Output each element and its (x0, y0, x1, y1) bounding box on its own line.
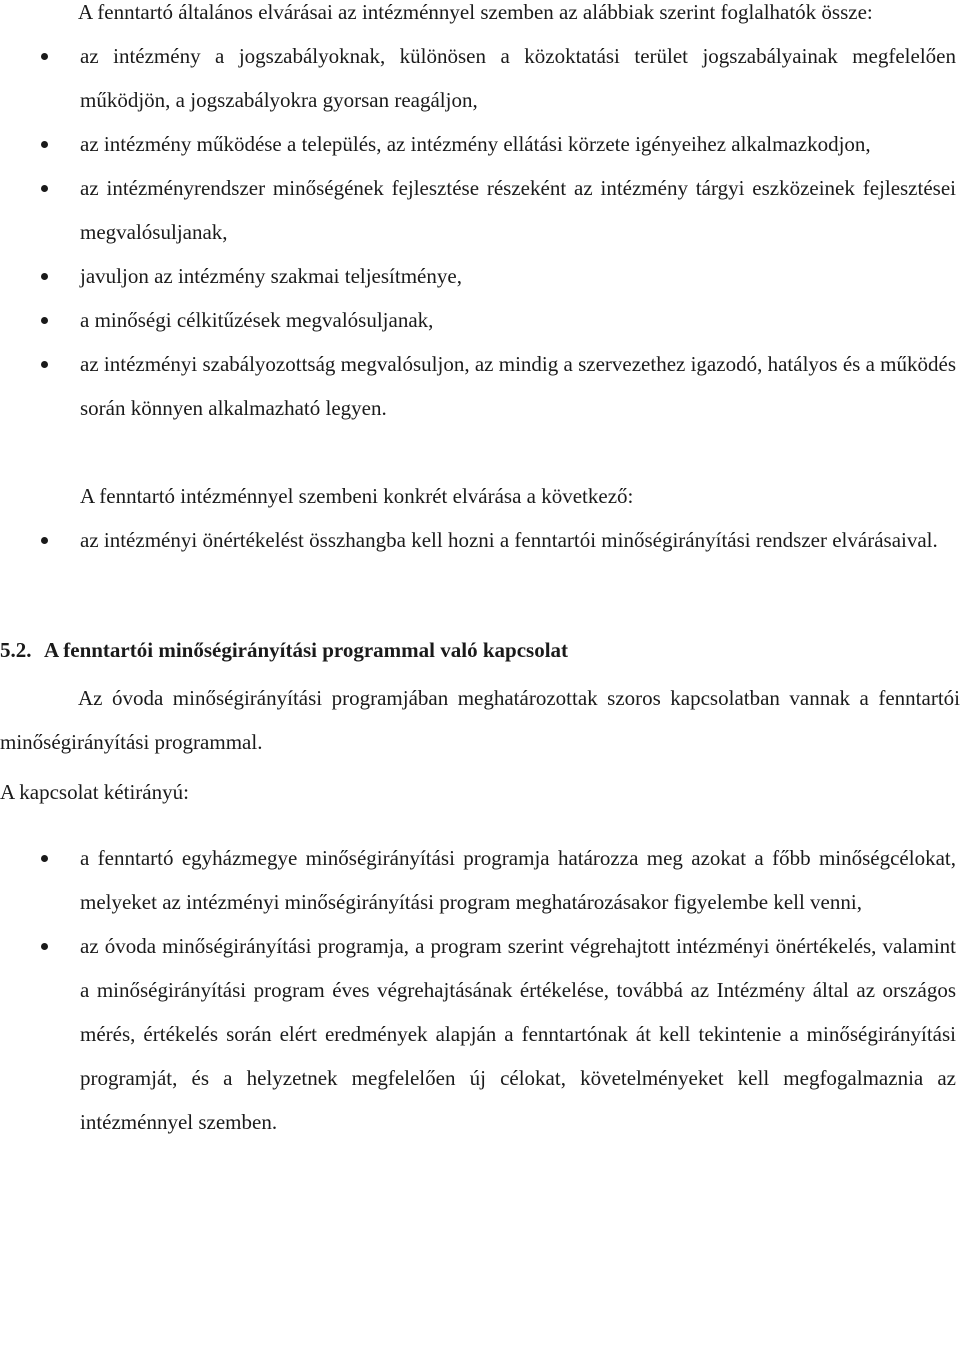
list-item: az óvoda minőségirányítási programja, a program szerint végrehajtott intézményi önértékelés, valamint a minőségirányítási program éves végrehajtásának értékelése, továbbá az Intézmény által az országos mérés, értékelés során elért eredmények alapján a fenntartónak át kell tekintenie a minőségirányítási programját, és a helyzetnek megfelelően új célokat, követelményeket kell megfogalmaznia az intézménnyel szemben. (0, 924, 960, 1144)
relation-paragraph: A kapcsolat kétirányú: (0, 780, 189, 804)
relation-list (0, 836, 960, 1144)
section-paragraph: Az óvoda minőségirányítási programjában meghatározottak szoros kapcsolatban vannak a fenntartói minőségirányítási programmal. (0, 686, 960, 754)
concrete-expectation-paragraph: A fenntartó intézménnyel szembeni konkrét elvárása a következő: (80, 484, 634, 508)
list-item: a fenntartó egyházmegye minőségirányítási programja határozza meg azokat a főbb minőségcélokat, melyeket az intézményi minőségirányítási program meghatározásakor figyelembe kell venni, (0, 836, 960, 924)
concrete-list (0, 518, 960, 562)
list-item: az intézményi önértékelést összhangba kell hozni a fenntartói minőségirányítási rendszer elvárásaival. (0, 518, 960, 562)
list-item: az intézményrendszer minőségének fejlesztése részeként az intézmény tárgyi eszközeinek fejlesztései megvalósuljanak, (0, 166, 960, 254)
list-item: az intézmény a jogszabályoknak, különösen a közoktatási terület jogszabályainak megfelelően működjön, a jogszabályokra gyorsan reagáljon, (0, 34, 960, 122)
section-heading (0, 628, 960, 672)
list-item: az intézményi szabályozottság megvalósuljon, az mindig a szervezethez igazodó, hatályos és a működés során könnyen alkalmazható legyen. (0, 342, 960, 430)
list-item: a minőségi célkitűzések megvalósuljanak, (0, 298, 960, 342)
intro-paragraph: A fenntartó általános elvárásai az intézménnyel szemben az alábbiak szerint foglalhatók össze: (78, 0, 873, 24)
expectations-list (0, 34, 960, 430)
list-item: az intézmény működése a település, az intézmény ellátási körzete igényeihez alkalmazkodjon, (0, 122, 960, 166)
list-item: javuljon az intézmény szakmai teljesítménye, (0, 254, 960, 298)
section-number: 5.2. (0, 638, 32, 662)
section-title: A fenntartói minőségirányítási programmal való kapcsolat (44, 638, 569, 662)
